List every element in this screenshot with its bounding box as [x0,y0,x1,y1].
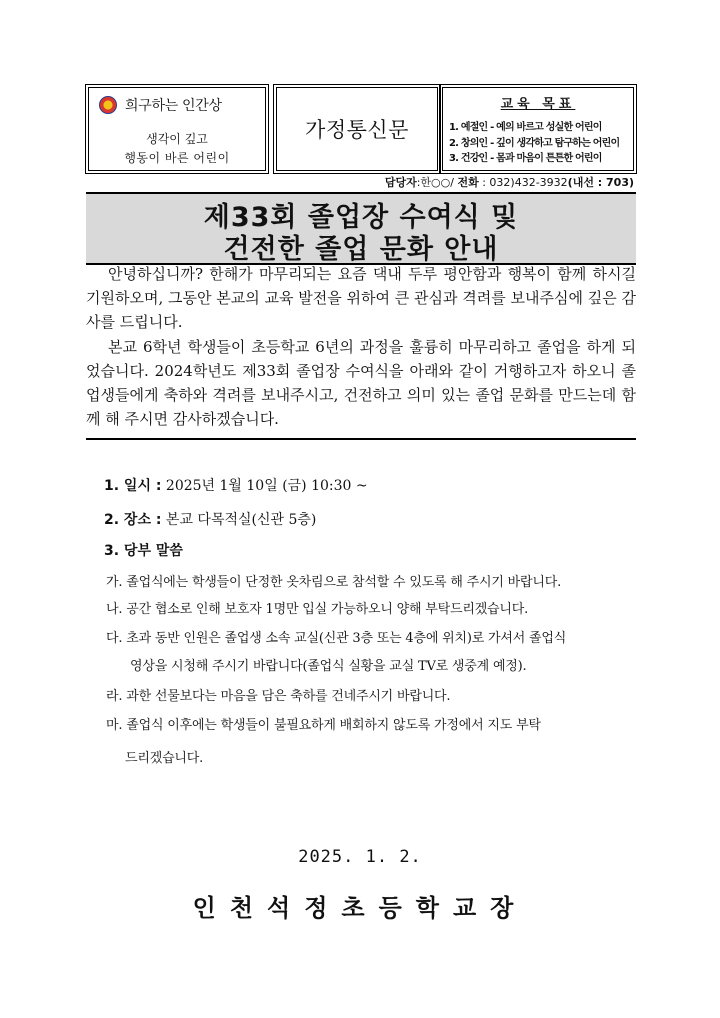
vision-box [88,87,266,171]
education-goals-box [442,87,634,171]
signer: 인천석정초등학교장 [192,894,528,922]
vision-heading: 희구하는 인간상 [125,98,222,114]
request-item-continued: 드리겠습니다. [125,751,204,766]
vision-line-1: 생각이 깊고 [146,132,208,146]
title-line-1: 제33회 졸업장 수여식 및 [203,202,519,233]
newsletter-box [276,87,438,171]
issue-date: 2025. 1. 2. [298,847,422,867]
school-emblem-icon [99,96,117,114]
intro-paragraph-2: 본교 6학년 학생들이 초등학교 6년의 과정을 훌륭히 마무리하고 졸업을 하게 되었습니다. 2024학년도 제33회 졸업장 수여식을 아래와 같이 거행하고자 하오니 졸업생들에게 축하와 격려를 보내주시고, 건전하고 의미 있는 졸업 문화를 만드는데 함께 해 주시면 감사하겠습니다. [86,337,636,429]
request-item: 가. 졸업식에는 학생들이 단정한 옷차림으로 참석할 수 있도록 해 주시기 바랍니다. [106,575,562,590]
request-item-continued: 영상을 시청해 주시기 바랍니다(졸업식 실황을 교실 TV로 생중계 예정). [130,659,527,674]
request-item: 라. 과한 선물보다는 마음을 담은 축하를 건네주시기 바랍니다. [106,689,451,704]
contact-line: 담당자:한○○/ 전화 : 032)432-3932(내선 : 703) [384,176,634,189]
title-banner [86,192,636,265]
request-item: 마. 졸업식 이후에는 학생들이 불필요하게 배회하지 않도록 가정에서 지도 부탁 [106,718,541,733]
request-item: 나. 공간 협소로 인해 보호자 1명만 입실 가능하오니 양해 부탁드리겠습니다. [106,602,529,617]
newsletter-title: 가정통신문 [305,118,409,142]
vision-line-2: 행동이 바른 어린이 [124,151,230,165]
goal-item: 2. 창의인 - 깊이 생각하고 탐구하는 어린이 [449,138,620,149]
event-time: 1. 일시 : 2025년 1월 10일 (금) 10:30 ~ [104,478,368,494]
request-item: 다. 초과 동반 인원은 졸업생 소속 교실(신관 3층 또는 4층에 위치)로 가셔서 졸업식 [106,631,567,646]
title-line-2: 건전한 졸업 문화 안내 [223,234,499,265]
requests-heading: 3. 당부 말씀 [104,543,183,559]
intro-text [86,262,636,440]
intro-paragraph-1: 안녕하십니까? 한해가 마무리되는 요즘 댁내 두루 평안함과 행복이 함께 하시길 기원하오며, 그동안 본교의 교육 발전을 위하여 큰 관심과 격려를 보내주심에 깊은 감사를 드립니다. [86,265,636,332]
goal-item: 3. 건강인 - 몸과 마음이 튼튼한 어린이 [449,153,602,164]
event-place: 2. 장소 : 본교 다목적실(신관 5층) [104,512,317,528]
goal-item: 1. 예절인 - 예의 바르고 성실한 어린이 [449,122,602,133]
goals-title: 교육 목표 [500,97,576,112]
